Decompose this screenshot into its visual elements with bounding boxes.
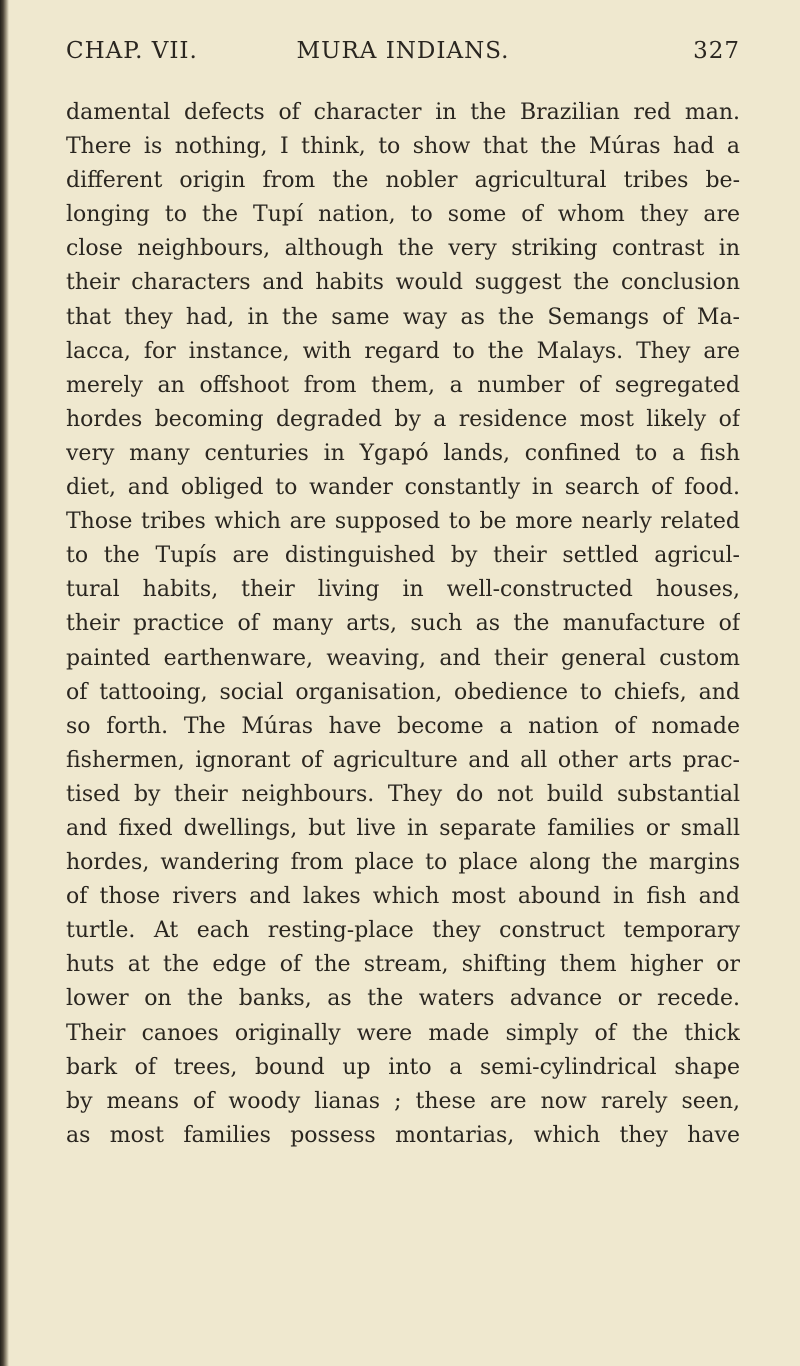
text-line: Their canoes originally were made simply of the thick [66, 1020, 740, 1046]
text-line: fishermen, ignorant of agriculture and all other arts prac- [66, 747, 740, 773]
text-line: tural habits, their living in well-constructed houses, [66, 577, 740, 603]
text-line: damental defects of character in the Brazilian red man. [66, 100, 740, 125]
text-line: diet, and obliged to wander constantly in search of food. [66, 475, 740, 501]
text-line: very many centuries in Ygapó lands, confined to a fish [66, 440, 740, 466]
text-line: huts at the edge of the stream, shifting them higher or [66, 952, 740, 978]
text-line: their characters and habits would suggest the conclusion [66, 270, 740, 296]
text-line: Those tribes which are supposed to be more nearly related [66, 509, 740, 535]
text-line: so forth. The Múras have become a nation of nomade [66, 713, 740, 739]
text-line: merely an offshoot from them, a number of segregated [66, 372, 740, 398]
text-line: lower on the banks, as the waters advance or recede. [66, 986, 740, 1012]
chapter-label: CHAP. VII. [66, 38, 198, 64]
text-line: close neighbours, although the very striking contrast in [66, 236, 740, 262]
text-line: their practice of many arts, such as the manufacture of [66, 611, 740, 637]
text-line: that they had, in the same way as the Semangs of Ma- [66, 304, 740, 330]
text-line: lacca, for instance, with regard to the Malays. They are [66, 338, 740, 364]
page-number: 327 [693, 38, 740, 64]
text-line: hordes becoming degraded by a residence most likely of [66, 406, 740, 432]
body-text [66, 96, 740, 1153]
text-line: tised by their neighbours. They do not build substantial [66, 781, 740, 807]
text-line: of tattooing, social organisation, obedience to chiefs, and [66, 679, 740, 705]
text-line: There is nothing, I think, to show that the Múras had a [66, 134, 740, 160]
running-head [66, 38, 740, 70]
text-line: different origin from the nobler agricultural tribes be- [66, 168, 740, 194]
text-line: turtle. At each resting-place they construct temporary [66, 918, 740, 944]
text-line: to the Tupís are distinguished by their settled agricul- [66, 543, 740, 569]
text-line: of those rivers and lakes which most abound in fish and [66, 884, 740, 910]
text-line: bark of trees, bound up into a semi-cylindrical shape [66, 1054, 740, 1080]
text-line: and fixed dwellings, but live in separate families or small [66, 815, 740, 841]
text-line: painted earthenware, weaving, and their general custom [66, 645, 740, 671]
text-line: longing to the Tupí nation, to some of whom they are [66, 202, 740, 228]
text-line: as most families possess montarias, which they have [66, 1122, 740, 1148]
text-line: hordes, wandering from place to place along the margins [66, 850, 740, 876]
text-line: by means of woody lianas ; these are now rarely seen, [66, 1088, 740, 1114]
running-title: MURA INDIANS. [296, 38, 510, 64]
